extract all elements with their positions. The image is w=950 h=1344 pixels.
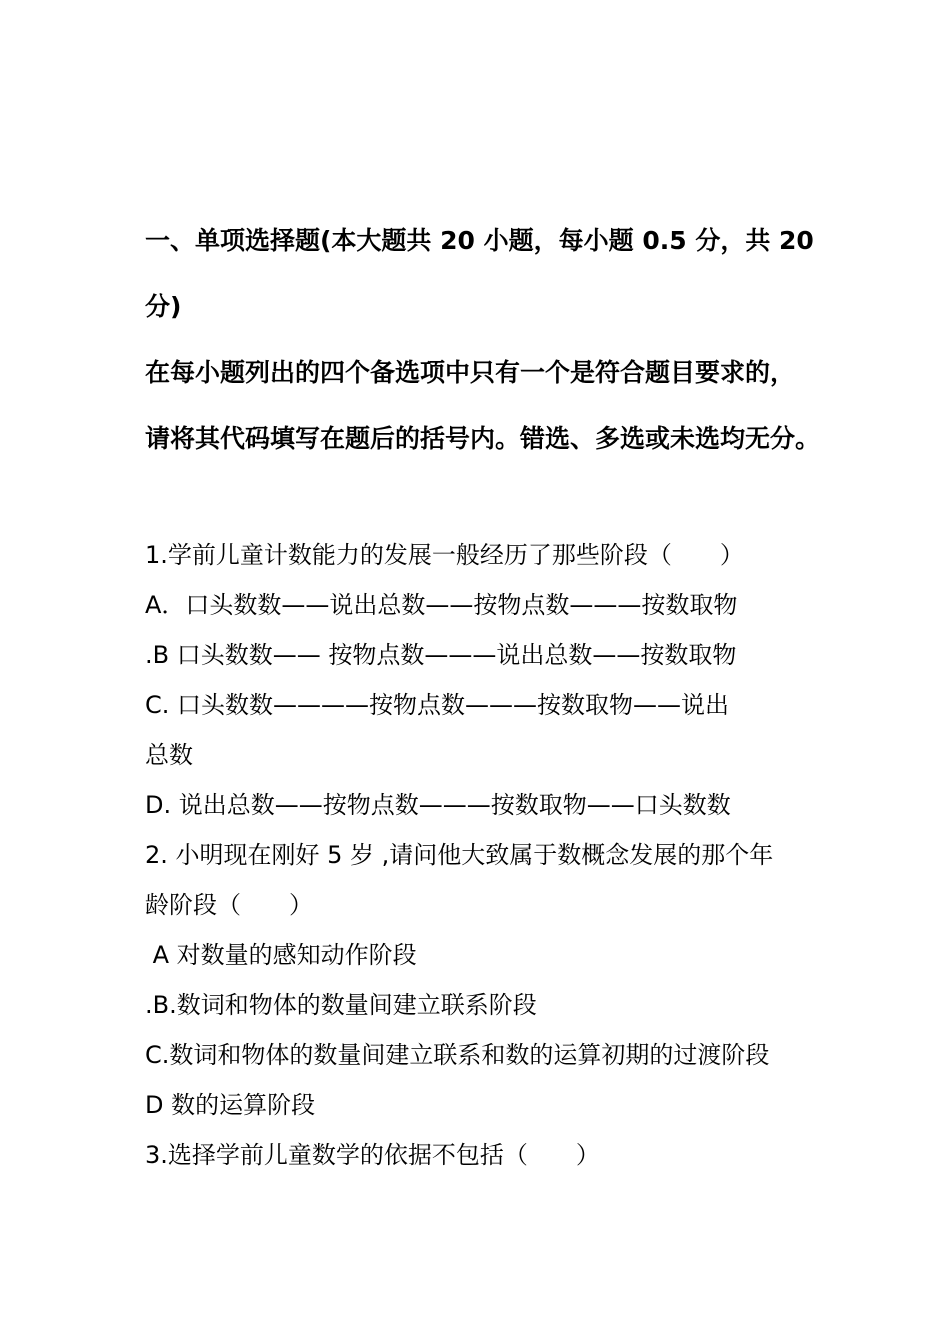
question-1-option-b: .B 口头数数—— 按物点数———说出总数——按数取物 [145,641,737,669]
section-heading-line2: 分) [145,292,182,321]
question-2-option-b: .B.数词和物体的数量间建立联系阶段 [145,991,537,1019]
question-1-option-c-continued: 总数 [145,741,193,769]
question-1-stem: 1.学前儿童计数能力的发展一般经历了那些阶段（ ） [145,541,744,569]
question-3-stem: 3.选择学前儿童数学的依据不包括（ ） [145,1141,600,1169]
question-2-stem-line2: 龄阶段（ ） [145,891,313,919]
question-2-option-c: C.数词和物体的数量间建立联系和数的运算初期的过渡阶段 [145,1041,770,1069]
question-2-option-d: D 数的运算阶段 [145,1091,316,1119]
instruction-line2: 请将其代码填写在题后的括号内。错选、多选或未选均无分。 [145,424,821,453]
question-1-option-c: C. 口头数数————按物点数———按数取物——说出 [145,691,730,719]
question-2-option-a: A 对数量的感知动作阶段 [145,941,417,969]
instruction-line1: 在每小题列出的四个备选项中只有一个是符合题目要求的， [145,358,796,387]
section-heading-line1: 一、单项选择题(本大题共 20 小题，每小题 0.5 分，共 20 [145,226,814,255]
question-1-option-d: D. 说出总数——按物点数———按数取物——口头数数 [145,791,731,819]
question-2-stem-line1: 2. 小明现在刚好 5 岁 ,请问他大致属于数概念发展的那个年 [145,841,774,869]
question-1-option-a: A．口头数数——说出总数——按物点数———按数取物 [145,591,738,619]
